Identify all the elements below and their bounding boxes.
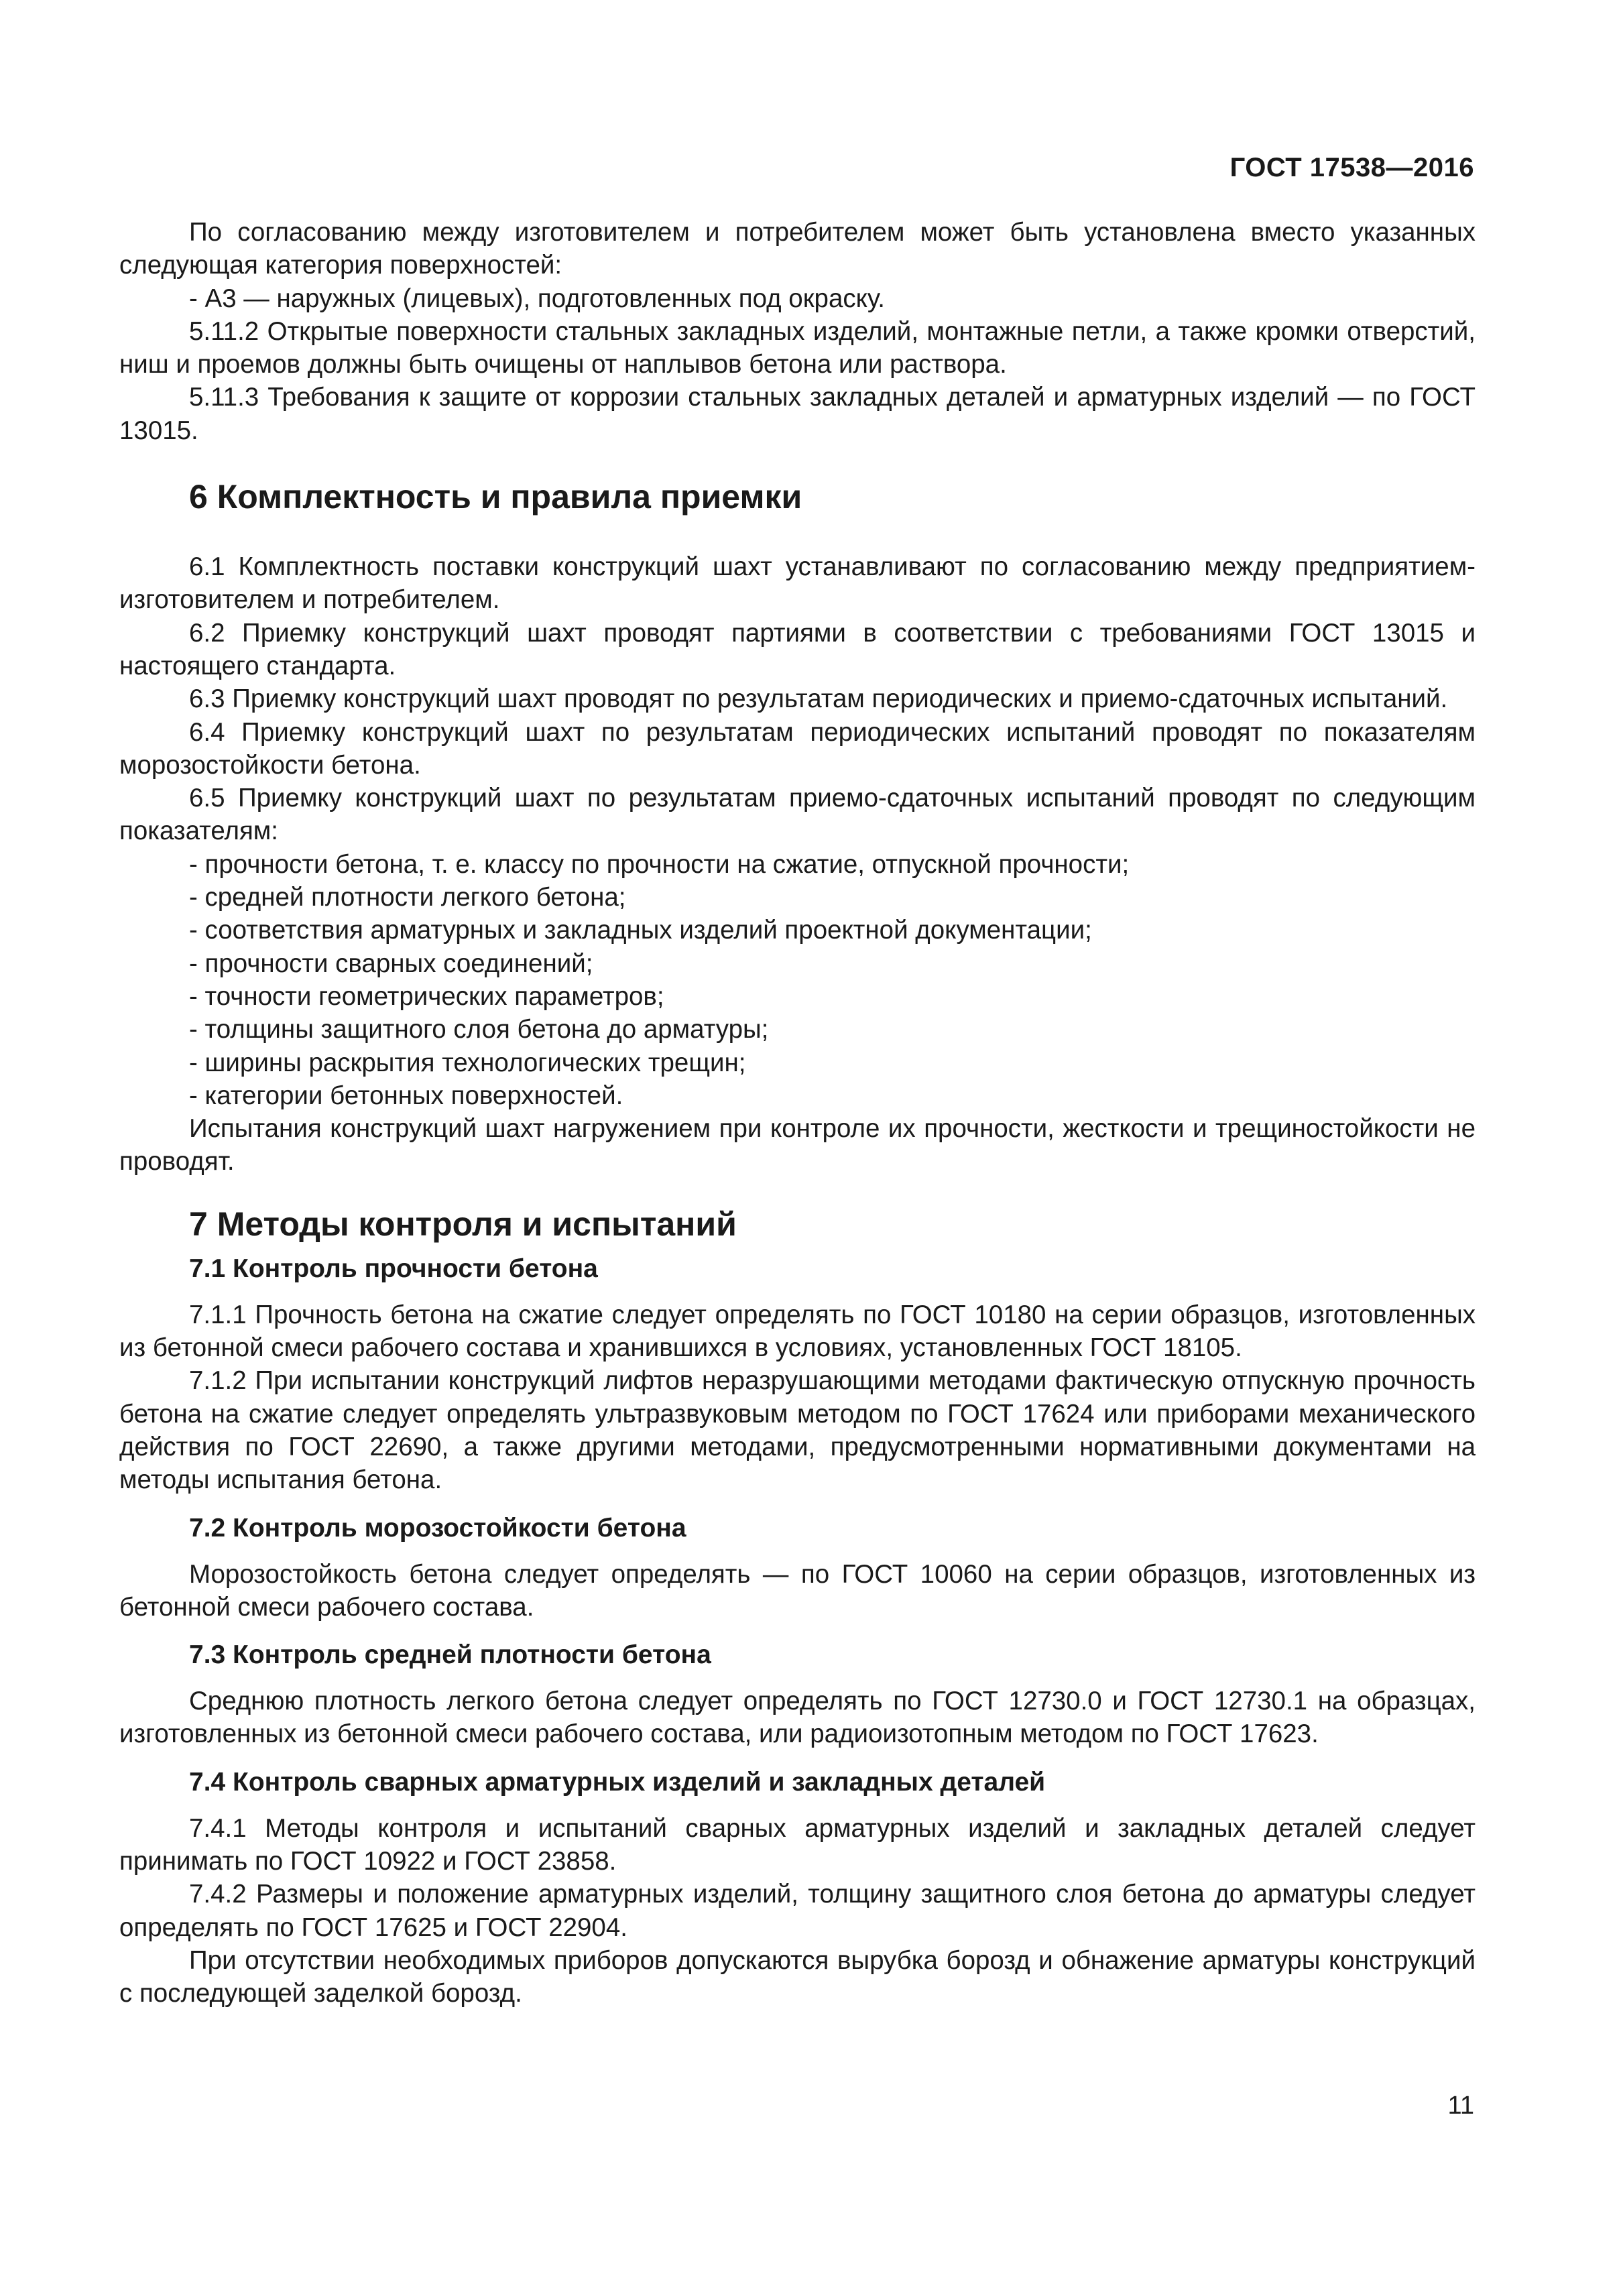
document-id-header: ГОСТ 17538—2016 <box>1229 153 1474 182</box>
paragraph-7-4-2: 7.4.2 Размеры и положение арматурных изделий, толщину защитного слоя бетона до арматуры следует определять по ГОСТ 17625 и ГОСТ 22904. <box>119 1880 1476 1942</box>
paragraph-6-4: 6.4 Приемку конструкций шахт по результатам периодических испытаний проводят по показателям морозостойкости бетона. <box>119 717 1476 780</box>
subsection-7-3-heading: 7.3 Контроль средней плотности бетона <box>189 1640 711 1670</box>
paragraph-5-11-2: 5.11.2 Открытые поверхности стальных закладных изделий, монтажные петли, а также кромки отверстий, ниш и проемов должны быть очищены от наплывов бетона или раствора. <box>119 316 1476 379</box>
list-item: - ширины раскрытия технологических трещин; <box>189 1048 746 1077</box>
list-item: - точности геометрических параметров; <box>189 981 664 1011</box>
paragraph-7-2: Морозостойкость бетона следует определять — по ГОСТ 10060 на серии образцов, изготовленных из бетонной смеси рабочего состава. <box>119 1559 1476 1622</box>
list-item: - прочности сварных соединений; <box>189 949 593 978</box>
subsection-7-4-heading: 7.4 Контроль сварных арматурных изделий и закладных деталей <box>189 1767 1046 1797</box>
paragraph-7-1-2: 7.1.2 При испытании конструкций лифтов неразрушающими методами фактическую отпускную прочность бетона на сжатие следует определять ультразвуковым методом по ГОСТ 17624 или приборами механического действия по ГОСТ 22690, а также другими методами, предусмотренными нормативными документами на методы испытания бетона. <box>119 1366 1476 1495</box>
list-item: - толщины защитного слоя бетона до арматуры; <box>189 1015 769 1044</box>
subsection-7-2-heading: 7.2 Контроль морозостойкости бетона <box>189 1513 686 1543</box>
paragraph-6-2: 6.2 Приемку конструкций шахт проводят партиями в соответствии с требованиями ГОСТ 13015 и настоящего стандарта. <box>119 618 1476 680</box>
paragraph-7-4-3: При отсутствии необходимых приборов допускаются вырубка борозд и обнажение арматуры конструкций с последующей заделкой борозд. <box>119 1945 1476 2008</box>
section-6-heading: 6 Комплектность и правила приемки <box>189 478 802 516</box>
document-body <box>119 216 1476 2010</box>
paragraph-6-3: 6.3 Приемку конструкций шахт проводят по результатам периодических и приемо-сдаточных испытаний. <box>189 684 1448 714</box>
paragraph-6-1: 6.1 Комплектность поставки конструкций шахт устанавливают по согласованию между предприятием-изготовителем и потребителем. <box>119 552 1476 615</box>
paragraph-7-3: Среднюю плотность легкого бетона следует определять по ГОСТ 12730.0 и ГОСТ 12730.1 на образцах, изготовленных из бетонной смеси рабочего состава, или радиоизотопным методом по ГОСТ 17623. <box>119 1687 1476 1749</box>
paragraph-7-4-1: 7.4.1 Методы контроля и испытаний сварных арматурных изделий и закладных деталей следует принимать по ГОСТ 10922 и ГОСТ 23858. <box>119 1813 1476 1876</box>
list-item: - соответствия арматурных и закладных изделий проектной документации; <box>189 916 1092 945</box>
list-item: - средней плотности легкого бетона; <box>189 883 626 912</box>
paragraph-tests-note: Испытания конструкций шахт нагружением при контроле их прочности, жесткости и трещиностойкости не проводят. <box>119 1114 1476 1176</box>
paragraph-6-5: 6.5 Приемку конструкций шахт по результатам приемо-сдаточных испытаний проводят по следующим показателям: <box>119 784 1476 846</box>
list-item: - категории бетонных поверхностей. <box>189 1081 623 1110</box>
paragraph-7-1-1: 7.1.1 Прочность бетона на сжатие следует определять по ГОСТ 10180 на серии образцов, изготовленных из бетонной смеси рабочего состава и хранившихся в условиях, установленных ГОСТ 18105. <box>119 1300 1476 1363</box>
subsection-7-1-heading: 7.1 Контроль прочности бетона <box>189 1254 598 1283</box>
section-7-heading: 7 Методы контроля и испытаний <box>189 1205 737 1243</box>
page-number: 11 <box>1447 2092 1474 2120</box>
paragraph-5-11-3: 5.11.3 Требования к защите от коррозии стальных закладных деталей и арматурных изделий — по ГОСТ 13015. <box>119 383 1476 445</box>
paragraph-intro: По согласованию между изготовителем и потребителем может быть установлена вместо указанных следующая категория поверхностей: <box>119 218 1476 280</box>
list-item-a3: - А3 — наружных (лицевых), подготовленных под окраску. <box>189 284 885 313</box>
list-item: - прочности бетона, т. е. классу по прочности на сжатие, отпускной прочности; <box>189 849 1130 879</box>
